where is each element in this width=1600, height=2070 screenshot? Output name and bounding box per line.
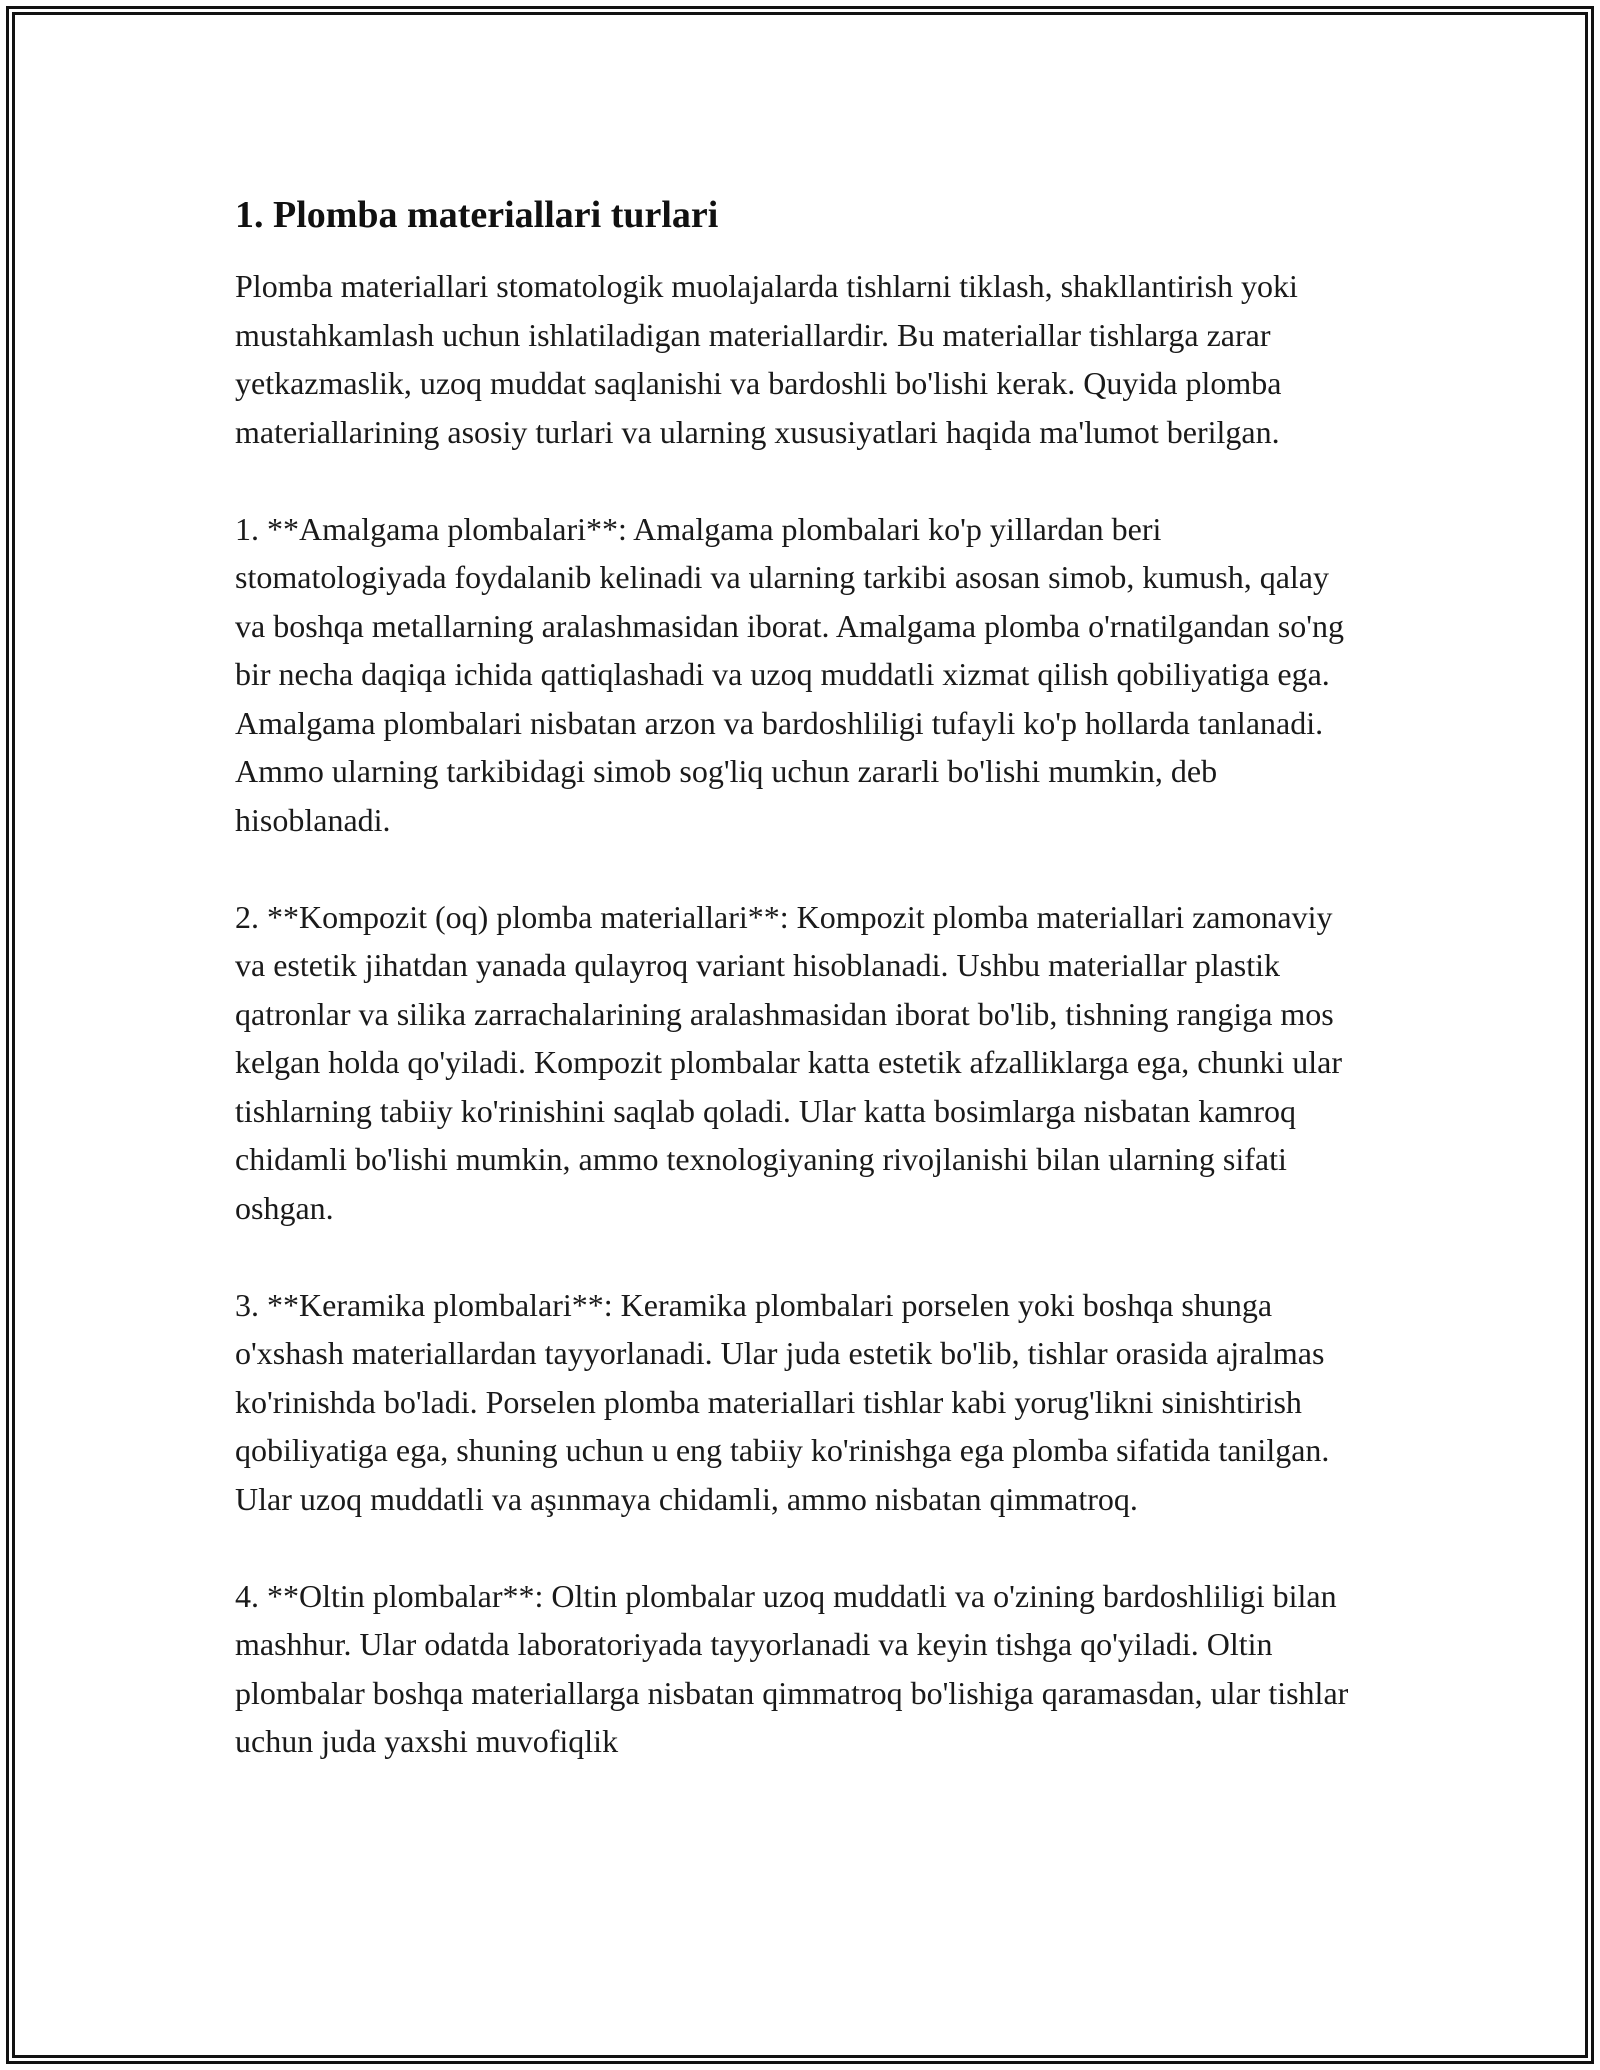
paragraph-keramika: 3. **Keramika plombalari**: Keramika plombalari porselen yoki boshqa shunga o'xshash materiallardan tayyorlanadi. Ular juda estetik bo'lib, tishlar orasida ajralmas ko'rinishda bo'ladi. Porselen plomba materiallari tishlar kabi yorug'likni sinishtirish qobiliyatiga ega, shuning uchun u eng tabiiy ko'rinishga ega plomba sifatida tanilgan. Ular uzoq muddatli va aşınmaya chidamli, ammo nisbatan qimmatroq. [235,1286,1330,1517]
paragraph-kompozit: 2. **Kompozit (oq) plomba materiallari**: Kompozit plomba materiallari zamonaviy va estetik jihatdan yanada qulayroq variant hisoblanadi. Ushbu materiallar plastik qatronlar va silika zarrachalarining aralashmasidan iborat bo'lib, tishning rangiga mos kelgan holda qo'yiladi. Kompozit plombalar katta estetik afzalliklarga ega, chunki ular tishlarning tabiiy ko'rinishini saqlab qoladi. Ular katta bosimlarga nisbatan kamroq chidamli bo'lishi mumkin, ammo texnologiyaning rivojlanishi bilan ularning sifati oshgan. [235,898,1343,1226]
paragraph-amalgama: 1. **Amalgama plombalari**: Amalgama plombalari ko'p yillardan beri stomatologiyada foydalanib kelinadi va ularning tarkibi asosan simob, kumush, qalay va boshqa metallarning aralashmasidan iborat. Amalgama plomba o'rnatilgandan so'ng bir necha daqiqa ichida qattiqlashadi va uzoq muddatli xizmat qilish qobiliyatiga ega. Amalgama plombalari nisbatan arzon va bardoshliligi tufayli ko'p hollarda tanlanadi. Ammo ularning tarkibidagi simob sog'liq uchun zararli bo'lishi mumkin, deb hisoblanadi. [235,510,1344,838]
section-heading: 1. Plomba materiallari turlari [235,194,719,236]
document-body [235,188,1365,1766]
paragraph-oltin: 4. **Oltin plombalar**: Oltin plombalar uzoq muddatli va o'zining bardoshliligi bilan mashhur. Ular odatda laboratoriyada tayyorlanadi va keyin tishga qo'yiladi. Oltin plombalar boshqa materiallarga nisbatan qimmatroq bo'lishiga qaramasdan, ular tishlar uchun juda yaxshi muvofiqlik [235,1577,1349,1759]
intro-paragraph: Plomba materiallari stomatologik muolajalarda tishlarni tiklash, shakllantirish yoki mustahkamlash uchun ishlatiladigan materiallardir. Bu materiallar tishlarga zarar yetkazmaslik, uzoq muddat saqlanishi va bardoshli bo'lishi kerak. Quyida plomba materiallarining asosiy turlari va ularning xususiyatlari haqida ma'lumot berilgan. [235,268,1298,450]
